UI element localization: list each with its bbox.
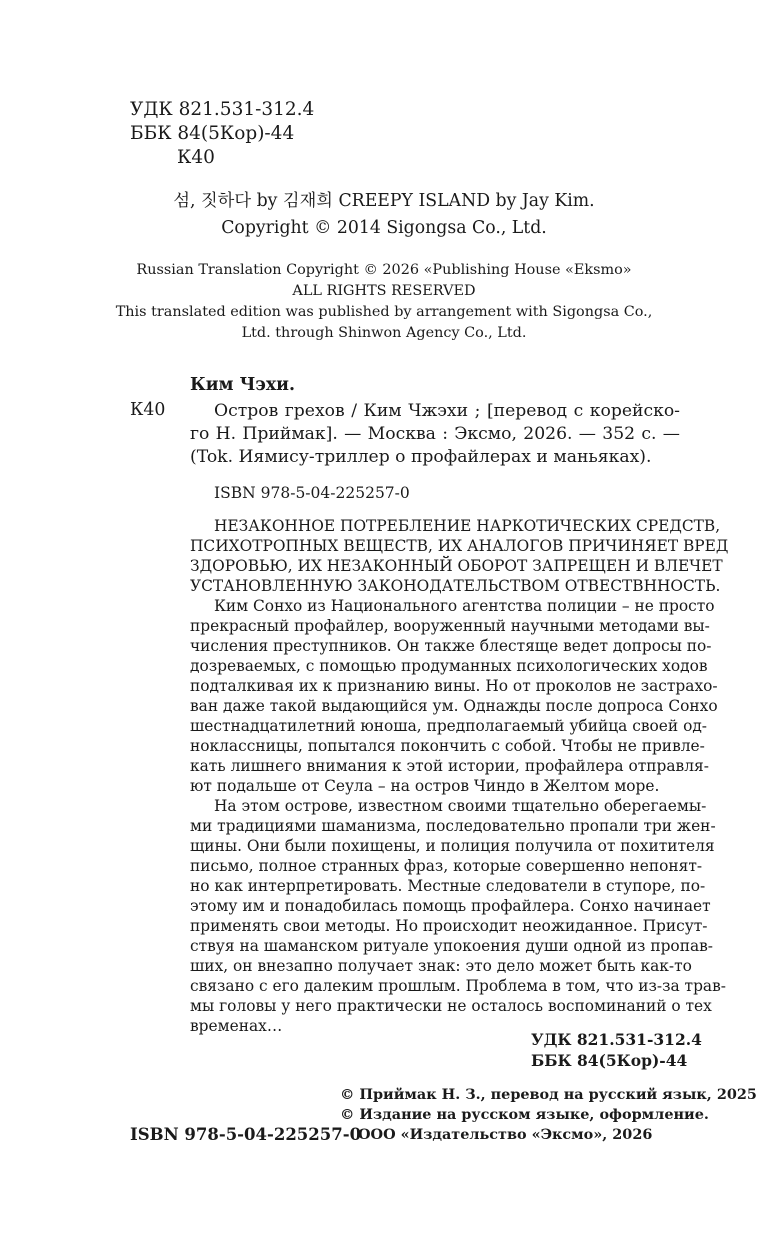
publisher-credit: ООО «Издательство «Эксмо», 2026 <box>358 1126 653 1143</box>
warning-line: ПСИХОТРОПНЫХ ВЕЩЕСТВ, ИХ АНАЛОГОВ ПРИЧИНЯЕТ ВРЕД <box>190 537 729 555</box>
annotation-line: дозреваемых, с помощью продуманных психологических ходов <box>190 657 708 675</box>
original-copyright-line: Copyright © 2014 Sigongsa Co., Ltd. <box>221 218 547 238</box>
arrangement-line-2: Ltd. through Shinwon Agency Co., Ltd. <box>241 325 527 341</box>
annotation <box>190 596 726 1036</box>
annotation-line: ют подальше от Сеула – на остров Чиндо в Желтом море. <box>190 777 660 795</box>
footer-bbk: ББК 84(5Кор)-44 <box>531 1051 688 1070</box>
legal-warning <box>190 516 729 596</box>
annotation-line: письмо, полное странных фраз, которые совершенно непонят- <box>190 857 703 875</box>
author-heading: Ким Чэхи. <box>190 375 296 395</box>
annotation-line: подталкивая их к признанию вины. Но от проколов не застрахо- <box>190 677 718 695</box>
warning-line: ЗДОРОВЬЮ, ИХ НЕЗАКОННЫЙ ОБОРОТ ЗАПРЕЩЕН И ВЛЕЧЕТ <box>190 557 723 575</box>
footer-udk: УДК 821.531-312.4 <box>531 1030 702 1049</box>
bibliographic-mark: К40 <box>130 400 166 420</box>
annotation-line: этому им и понадобилась помощь профайлера. Сонхо начинает <box>190 897 711 915</box>
annotation-line: применять свои методы. Но происходит неожиданное. Присут- <box>190 917 708 935</box>
annotation-line: ван даже такой выдающийся ум. Однажды после допроса Сонхо <box>190 697 718 715</box>
translation-credit: © Приймак Н. З., перевод на русский язык, 2025 <box>340 1086 757 1103</box>
arrangement-line: This translated edition was published by arrangement with Sigongsa Co., <box>115 304 653 320</box>
all-rights-reserved: ALL RIGHTS RESERVED <box>292 283 476 299</box>
annotation-line: Ким Сонхо из Национального агентства полиции – не просто <box>214 597 715 615</box>
annotation-line: ноклассницы, попытался покончить с собой. Чтобы не привле- <box>190 737 705 755</box>
annotation-line: но как интерпретировать. Местные следователи в ступоре, по- <box>190 877 706 895</box>
annotation-line: щины. Они были похищены, и полиция получила от похитителя <box>190 837 715 855</box>
annotation-line: мы головы у него практически не осталось воспоминаний о тех <box>190 997 712 1015</box>
annotation-line: ми традициями шаманизма, последовательно пропали три жен- <box>190 817 716 835</box>
description-line: Остров грехов / Ким Чжэхи ; [перевод с корейско- <box>214 401 680 421</box>
bibliographic-description <box>190 400 680 469</box>
footer-isbn: ISBN 978-5-04-225257-0 <box>130 1125 362 1144</box>
udk-code: УДК 821.531-312.4 <box>130 99 315 120</box>
warning-line: НЕЗАКОННОЕ ПОТРЕБЛЕНИЕ НАРКОТИЧЕСКИХ СРЕДСТВ, <box>214 517 721 535</box>
annotation-line: прекрасный профайлер, вооруженный научными методами вы- <box>190 617 710 635</box>
description-line: (Tok. Иямису-триллер о профайлерах и маньяках). <box>190 447 652 467</box>
translation-copyright-line: Russian Translation Copyright © 2026 «Publishing House «Eksmo» <box>136 262 632 278</box>
author-mark: К40 <box>177 147 215 168</box>
description-line: го Н. Приймак]. — Москва : Эксмо, 2026. — 352 с. — <box>190 424 680 444</box>
annotation-line: связано с его далеким прошлым. Проблема в том, что из-за трав- <box>190 977 726 995</box>
annotation-line: временах… <box>190 1017 283 1035</box>
warning-line: УСТАНОВЛЕННУЮ ЗАКОНОДАТЕЛЬСТВОМ ОТВЕСТВННОСТЬ. <box>190 577 721 595</box>
annotation-line: числения преступников. Он также блестяще ведет допросы по- <box>190 637 712 655</box>
isbn-entry: ISBN 978-5-04-225257-0 <box>214 484 410 502</box>
annotation-line: На этом острове, известном своими тщательно оберегаемы- <box>214 797 707 815</box>
annotation-line: шестнадцатилетний юноша, предполагаемый убийца своей од- <box>190 717 708 735</box>
edition-credit: © Издание на русском языке, оформление. <box>340 1106 709 1123</box>
original-title-line: 섬, 짓하다 by 김재희 CREEPY ISLAND by Jay Kim. <box>173 191 595 211</box>
annotation-line: кать лишнего внимания к этой истории, профайлера отправля- <box>190 757 709 775</box>
bbk-code: ББК 84(5Кор)-44 <box>130 123 295 144</box>
annotation-line: ших, он внезапно получает знак: это дело может быть как-то <box>190 957 692 975</box>
annotation-line: ствуя на шаманском ритуале упокоения души одной из пропав- <box>190 937 713 955</box>
